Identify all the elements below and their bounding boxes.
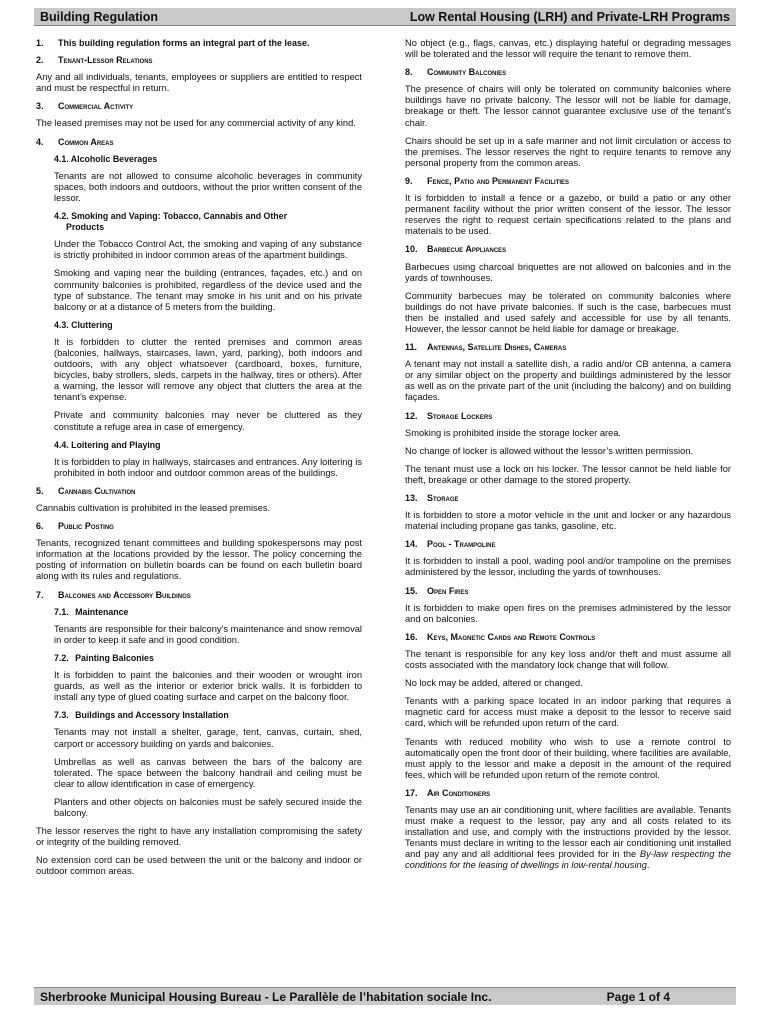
section-7-text-4: The lessor reserves the right to have any installation compromising the safety or integrity of the building removed.: [36, 826, 362, 848]
section-4-2-heading: 4.2. Smoking and Vaping: Tobacco, Cannabis and Other Products: [54, 211, 287, 233]
section-9-text: It is forbidden to install a fence or a gazebo, or build a patio or any other permanent facility without the prior written consent of the lessor. The lessor reserves the right to request certain specifications related to the plans and materials to be used.: [405, 193, 731, 237]
section-4-heading: 4. Common Areas: [36, 136, 114, 147]
section-7-3-text-3: Planters and other objects on balconies must be safely secured inside the balcony.: [54, 796, 362, 818]
section-13-heading: 13. Storage: [405, 493, 459, 503]
section-4-3-text-2: Private and community balconies may never be cluttered as they constitute a refuge area in case of emergency.: [54, 410, 362, 432]
section-10-text-2: Community barbecues may be tolerated on community balconies where buildings do not have private balconies. If such is the case, barbecues must then be installed and used safely and accessible for use by all tenants. However, the lessor cannot be held liable for damage or breakage.: [405, 290, 731, 334]
section-3-heading: 3. Commercial Activity: [36, 101, 134, 112]
section-3-text: The leased premises may not be used for any commercial activity of any kind.: [36, 118, 356, 129]
section-12-text-1: Smoking is prohibited inside the storage locker area.: [405, 427, 622, 438]
section-9-heading: 9. Fence, Patio and Permanent Facilities: [405, 175, 570, 186]
section-6-heading: 6. Public Posting: [36, 521, 114, 532]
left-column: [36, 38, 362, 884]
footer-organization: Sherbrooke Municipal Housing Bureau - Le Parallèle de l’habitation sociale Inc.: [40, 989, 492, 1004]
section-4-1-text: Tenants are not allowed to consume alcoholic beverages in community spaces, both indoors and outdoors, without the prior written consent of the lessor.: [54, 170, 362, 203]
section-15-text: It is forbidden to make open fires on the premises administered by the lessor and on balconies.: [405, 602, 731, 624]
right-column: [405, 38, 731, 879]
section-10-text-1: Barbecues using charcoal briquettes are not allowed on balconies and in the yards of townhouses.: [405, 261, 731, 283]
section-7-3-text-2: Umbrellas as well as canvas between the bars of the balcony are tolerated. The space between the balcony handrail and ceiling must be clear to allow identification in case of emergency.: [54, 756, 362, 789]
section-7-text-5: No extension cord can be used between the unit or the balcony and indoor or outdoor common areas.: [36, 855, 362, 877]
section-14-heading: 14. Pool - Trampoline: [405, 539, 496, 550]
section-4-4-heading: 4.4. Loitering and Playing: [54, 439, 161, 450]
bylaw-title: By-law respecting the conditions for the leasing of dwellings in low-rental housing: [405, 849, 731, 871]
section-16-text-1: The tenant is responsible for any key loss and/or theft and must assume all costs associated with the mandatory lock change that will follow.: [405, 648, 731, 671]
section-12-heading: 12. Storage Lockers: [405, 410, 493, 421]
section-8-heading: 8. Community Balconies: [405, 67, 507, 78]
page-header: [34, 8, 736, 26]
section-14-text: It is forbidden to install a pool, wading pool and/or trampoline on the premises administered by the lessor, including the yards of townhouses.: [405, 556, 731, 578]
section-12-text-2: No change of locker is allowed without the lessor’s written permission.: [405, 445, 693, 456]
section-4-2-text-1: Under the Tobacco Control Act, the smoking and vaping of any substance is strictly prohibited in indoor common areas of the apartment buildings.: [54, 239, 362, 261]
section-7-3-heading: 7.3. Buildings and Accessory Installation: [54, 710, 229, 721]
section-11-heading: 11. Antennas, Satellite Dishes, Cameras: [405, 342, 567, 353]
section-6-text: Tenants, recognized tenant committees and building spokespersons may post information at the locations provided by the lessor. The policy concerning the posting of information on bulletin boards can be found on each bulletin board along with its rules and regulations.: [36, 538, 362, 582]
section-7-2-heading: 7.2. Painting Balconies: [54, 652, 154, 663]
header-right-title: Low Rental Housing (LRH) and Private-LRH Programs: [409, 9, 730, 24]
section-11-text: A tenant may not install a satellite dish, a radio and/or CB antenna, a camera or any similar object on the property and buildings administered by the lessor as well as on the private part of the unit (including the balcony) and on building façades.: [405, 359, 731, 403]
page-footer: [34, 987, 736, 1005]
section-17-heading: 17. Air Conditioners: [405, 787, 491, 798]
section-4-3-text-1: It is forbidden to clutter the rented premises and common areas (balconies, hallways, staircases, lawn, yard, parking), both indoors and outdoors, with any object whatsoever (cardboard, boxes, furniture, bicycles, baby strollers, sleds, carpets in the hallway, tires or others). After a warning, the lessor will remove any object that clutters the area at the tenant’s expense.: [54, 336, 362, 403]
section-8-text-1: The presence of chairs will only be tolerated on community balconies where buildings have no private balcony. The lessor will not be liable for damage, breakage or theft. The lessor cannot guarantee exclusive use of the tenant’s chair.: [405, 84, 731, 128]
section-2-text: Any and all individuals, tenants, employees or suppliers are entitled to respect and must be respectful in return.: [36, 72, 362, 94]
header-left-title: Building Regulation: [40, 9, 159, 24]
section-15-heading: 15. Open Fires: [405, 585, 469, 596]
section-5-text: Cannabis cultivation is prohibited in the leased premises.: [36, 503, 271, 513]
section-4-1-heading: 4.1. Alcoholic Beverages: [54, 153, 158, 164]
page-number: Page 1 of 4: [606, 989, 670, 1004]
section-16-heading: 16. Keys, Magnetic Cards and Remote Controls: [405, 631, 596, 642]
section-5-heading: 5. Cannabis Cultivation: [36, 485, 136, 496]
section-8-text-2: Chairs should be set up in a safe manner and not limit circulation or access to the premises. The lessor reserves the right to require tenants to remove any personal property from the common areas.: [405, 135, 731, 168]
section-7-continued-text: No object (e.g., flags, canvas, etc.) displaying hateful or degrading messages will be tolerated and the lessor will require the tenant to remove them.: [405, 38, 731, 60]
section-16-text-3: Tenants with a parking space located in an indoor parking that requires a magnetic card for access must make a deposit to the lessor to receive said card, which will be refunded upon return of the card.: [405, 696, 731, 729]
section-4-4-text: It is forbidden to play in hallways, staircases and entrances. Any loitering is prohibited in both indoor and outdoor common areas of the buildings.: [54, 456, 362, 478]
section-7-heading: 7. Balconies and Accessory Buildings: [36, 589, 191, 600]
section-16-text-2: No lock may be added, altered or changed.: [405, 678, 583, 689]
section-17-text: Tenants may use an air conditioning unit, where facilities are available. Tenants must make a request to the lessor, pay any and all costs related to its installation and use, and comply with the instructions provided by the lessor. Tenants must declare in writing to the lessor each air conditioning unit installed and pay any and all additional fees provided for in the By-law respecting the conditions for the leasing of dwellings in low-rental housing.: [405, 804, 731, 871]
section-12-text-3: The tenant must use a lock on his locker. The lessor cannot be held liable for theft, breakage or other damage to the stored property.: [405, 463, 731, 485]
section-16-text-4: Tenants with reduced mobility who wish to use a remote control to automatically open the front door of their building, where facilities are available, must apply to the lessor and make a deposit in the amount of the required fees, which will be refunded upon return of the remote control.: [405, 736, 731, 780]
section-7-2-text: It is forbidden to paint the balconies and their wooden or wrought iron guards, as well as the interior or exterior brick walls. It is forbidden to install any type of glued coating surface and carpet on the balcony floor.: [54, 670, 362, 703]
section-10-heading: 10. Barbecue Appliances: [405, 244, 507, 255]
section-7-3-text-1: Tenants may not install a shelter, garage, tent, canvas, curtain, shed, carport or accessory building on yards and balconies.: [54, 727, 362, 749]
section-2-heading: 2. Tenant-Lessor Relations: [36, 55, 153, 66]
section-1-heading: 1. This building regulation forms an integral part of the lease.: [36, 38, 310, 48]
section-4-2-text-2: Smoking and vaping near the building (entrances, façades, etc.) and on community balconies is prohibited, regardless of the device used and the type of substance. The tenant may smoke in his unit and on his private balcony or at a distance of 5 meters from the building.: [54, 268, 362, 312]
section-13-text: It is forbidden to store a motor vehicle in the unit and locker or any hazardous material including propane gas tanks, gasoline, etc.: [405, 510, 731, 532]
section-4-3-heading: 4.3. Cluttering: [54, 319, 113, 330]
section-7-1-text: Tenants are responsible for their balcony’s maintenance and snow removal in order to keep it safe and in good condition.: [54, 623, 362, 645]
section-7-1-heading: 7.1. Maintenance: [54, 606, 129, 617]
